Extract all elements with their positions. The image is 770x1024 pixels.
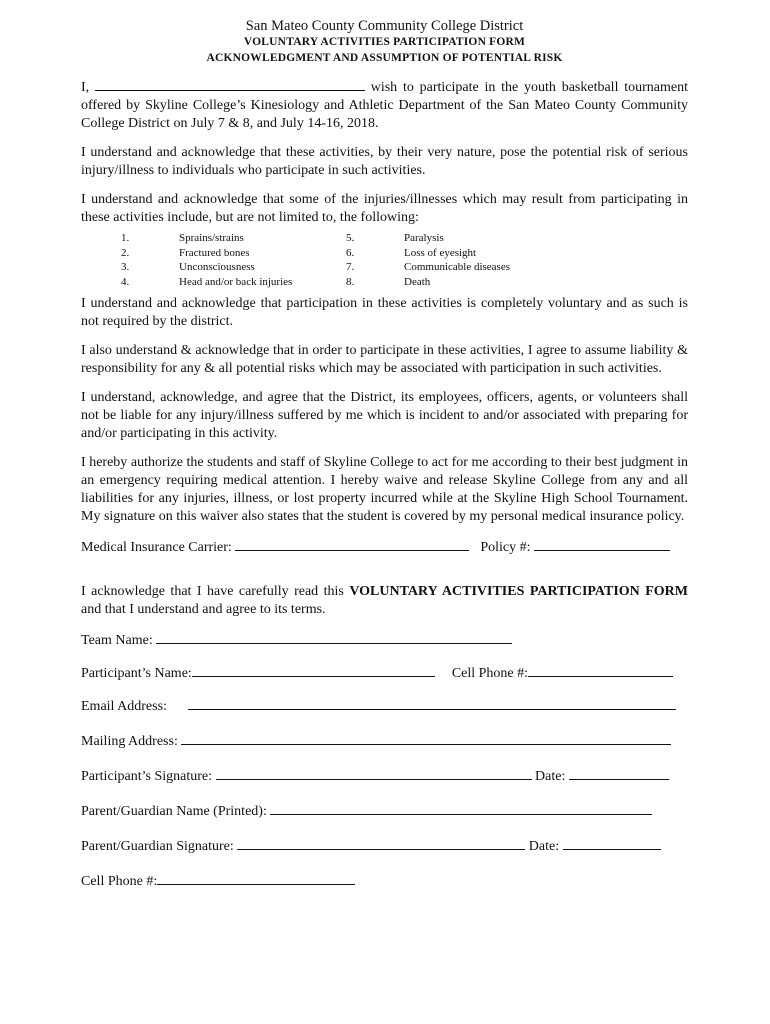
injuries-list <box>121 231 688 289</box>
district-liability-paragraph: I understand, acknowledge, and agree that the District, its employees, officers, agents, or volunteers shall not be liable for any injury/illness suffered by me which is incident to and/or associated with preparing for and/or participating in this activity. <box>81 390 688 442</box>
form-title: VOLUNTARY ACTIVITIES PARTICIPATION FORM <box>243 36 526 48</box>
authorization-paragraph: I hereby authorize the students and staff of Skyline College to act for me according to their best judgment in an emergency requiring medical attention. I hereby waive and release Skyline College from any and all liabilities for any injuries, illness, or lost property incurred while at the Skyline High School Tournament. My signature on this waiver also states that the student is covered by my personal medical insurance policy. <box>81 455 688 525</box>
guardian-signature-field[interactable] <box>237 837 525 850</box>
list-item-number: 4. <box>121 275 130 288</box>
list-item-number: 2. <box>121 246 130 259</box>
district-name: San Mateo County Community College District <box>245 18 524 34</box>
list-item: Paralysis <box>404 232 444 244</box>
participant-name-row <box>81 664 688 683</box>
list-item: Fractured bones <box>179 246 250 259</box>
participant-date-field[interactable] <box>569 767 669 780</box>
intro-paragraph <box>81 78 688 133</box>
email-label: Email Address: <box>81 699 167 715</box>
list-item: Loss of eyesight <box>404 246 477 259</box>
list-item-number: 1. <box>121 232 130 244</box>
cell-phone-field[interactable] <box>528 664 673 677</box>
form-subtitle: ACKNOWLEDGMENT AND ASSUMPTION OF POTENTIAL RISK <box>206 52 563 64</box>
participant-signature-field[interactable] <box>216 767 532 780</box>
participant-signature-row <box>81 767 688 786</box>
list-item-number: 6. <box>346 246 355 259</box>
policy-number-label: Policy #: <box>480 540 531 556</box>
guardian-name-field[interactable] <box>270 802 652 815</box>
insurance-row <box>81 538 688 557</box>
form-header <box>81 18 688 66</box>
list-item: Death <box>404 275 431 288</box>
intro-text: wish to participate in the youth basketball tournament offered by Skyline College’s Kinesiology and Athletic Department of the San Mateo County Community College District on July 7 & 8, and July 14-16, 2018. <box>81 80 688 131</box>
guardian-date-label: Date: <box>528 839 560 855</box>
mailing-address-field[interactable] <box>181 732 671 745</box>
email-field[interactable] <box>188 697 676 710</box>
participant-name-field[interactable] <box>192 664 435 677</box>
team-name-field[interactable] <box>156 631 512 644</box>
intro-prefix: I, <box>81 80 90 95</box>
risk-paragraph: I understand and acknowledge that these activities, by their very nature, pose the potential risk of serious injury/illness to individuals who participate in such activities. <box>81 145 688 178</box>
injuries-intro-paragraph: I understand and acknowledge that some of the injuries/illnesses which may result from participating in these activities include, but are not limited to, the following: <box>81 192 688 225</box>
team-name-row <box>81 631 688 650</box>
acknowledge-paragraph <box>81 583 688 619</box>
insurance-carrier-label: Medical Insurance Carrier: <box>81 540 232 556</box>
list-item-number: 8. <box>346 275 355 288</box>
guardian-cell-field[interactable] <box>157 872 355 885</box>
guardian-cell-row <box>81 872 688 891</box>
participant-name-blank[interactable] <box>95 78 365 91</box>
guardian-cell-label: Cell Phone #: <box>81 874 158 890</box>
list-item: Unconsciousness <box>179 261 255 274</box>
mailing-address-label: Mailing Address: <box>81 734 178 750</box>
guardian-signature-row <box>81 837 688 856</box>
email-row <box>81 697 688 716</box>
participant-date-label: Date: <box>535 769 566 785</box>
acknowledge-text-after: and that I understand and agree to its terms. <box>81 602 326 618</box>
list-item-number: 3. <box>121 261 130 274</box>
acknowledge-form-name: VOLUNTARY ACTIVITIES PARTICIPATION FORM <box>349 584 688 600</box>
cell-phone-label: Cell Phone #: <box>451 666 529 682</box>
participant-name-label: Participant’s Name: <box>81 666 192 682</box>
guardian-date-field[interactable] <box>563 837 661 850</box>
team-name-label: Team Name: <box>81 633 153 649</box>
liability-paragraph: I also understand & acknowledge that in order to participate in these activities, I agree to assume liability & responsibility for any & all potential risks which may be associated with participation in such activities. <box>81 343 688 377</box>
participant-signature-label: Participant’s Signature: <box>81 769 213 785</box>
list-item: Head and/or back injuries <box>179 275 293 288</box>
acknowledge-text-before: I acknowledge that I have carefully read this <box>81 584 350 600</box>
guardian-signature-label: Parent/Guardian Signature: <box>81 839 234 855</box>
list-item-number: 7. <box>346 261 355 274</box>
policy-number-field[interactable] <box>534 538 670 551</box>
mailing-address-row <box>81 732 688 751</box>
voluntary-paragraph: I understand and acknowledge that participation in these activities is completely voluntary and as such is not required by the district. <box>81 296 688 330</box>
guardian-name-row <box>81 802 688 821</box>
list-item: Sprains/strains <box>179 232 244 244</box>
list-item: Communicable diseases <box>404 261 511 274</box>
list-item-number: 5. <box>346 232 355 244</box>
insurance-carrier-field[interactable] <box>235 538 469 551</box>
guardian-name-label: Parent/Guardian Name (Printed): <box>81 804 267 820</box>
